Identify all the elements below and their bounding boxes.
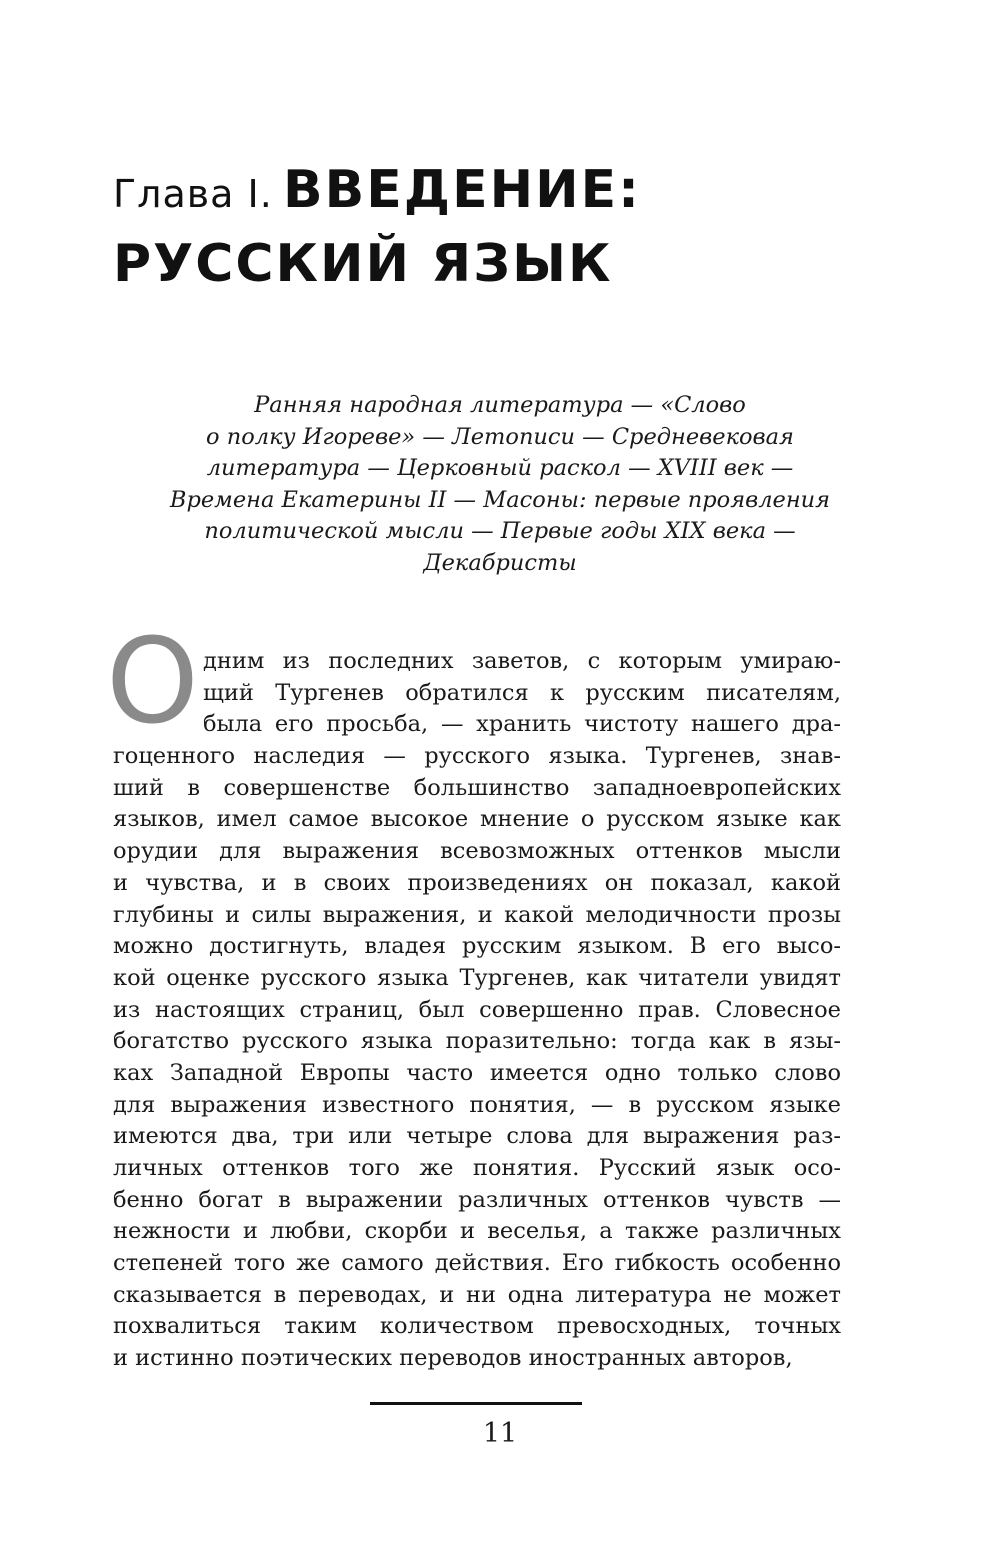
body-line: орудии для выражения всевозможных оттенков мысли xyxy=(113,838,841,865)
body-line: кой оценке русского языка Тургенев, как читатели увидят xyxy=(113,964,841,991)
epigraph-line: политической мысли — Первые годы XIX века — xyxy=(204,518,796,544)
body-line: из настоящих страниц, был совершенно прав. Словесное xyxy=(113,996,841,1023)
body-line: сказывается в переводах, и ни одна литература не может xyxy=(113,1281,841,1308)
body-line: ках Западной Европы часто имеется одно только слово xyxy=(113,1059,841,1086)
body-line: дним из последних заветов, с которым умираю- xyxy=(203,648,841,674)
chapter-title-line-1: ВВЕДЕНИЕ: xyxy=(282,160,641,220)
body-line: богатство русского языка поразительно: тогда как в язы- xyxy=(113,1028,841,1055)
drop-cap: О xyxy=(106,612,199,750)
footer-rule xyxy=(370,1402,582,1405)
page-number: 11 xyxy=(482,1418,518,1449)
body-line: степеней того же самого действия. Его гибкость особенно xyxy=(113,1250,841,1277)
chapter-label: Глава I. xyxy=(113,172,273,216)
chapter-heading xyxy=(113,160,893,294)
body-line: глубины и силы выражения, и какой мелодичности прозы xyxy=(113,901,841,928)
chapter-title-line-2: РУССКИЙ ЯЗЫК xyxy=(113,234,613,294)
epigraph-line: Декабристы xyxy=(423,549,577,576)
body-line: щий Тургенев обратился к русским писателям, xyxy=(203,679,841,706)
body-line: для выражения известного понятия, — в русском языке xyxy=(113,1091,841,1118)
body-line: гоценного наследия — русского языка. Тургенев, знав- xyxy=(113,743,841,770)
epigraph-line: Времена Екатерины II — Масоны: первые проявления xyxy=(169,486,831,513)
body-line: ший в совершенстве большинство западноевропейских xyxy=(113,774,841,801)
body-line: языков, имел самое высокое мнение о русском языке как xyxy=(113,806,841,833)
body-line: и чувства, и в своих произведениях он показал, какой xyxy=(113,869,841,896)
epigraph-line: Ранняя народная литература — «Слово xyxy=(254,392,746,418)
chapter-heading-line-1 xyxy=(113,160,893,230)
body-line: похвалиться таким количеством превосходных, точных xyxy=(113,1313,841,1340)
body-line: имеются два, три или четыре слова для выражения раз- xyxy=(113,1123,841,1150)
epigraph-line: о полку Игореве» — Летописи — Средневековая xyxy=(206,423,794,450)
epigraph-line: литература — Церковный раскол — XVIII век — xyxy=(206,455,794,481)
body-line: можно достигнуть, владея русским языком. В его высо- xyxy=(113,933,841,960)
body-line: бенно богат в выражении различных оттенков чувств — xyxy=(113,1186,841,1213)
body-line: нежности и любви, скорби и веселья, а также различных xyxy=(113,1218,841,1245)
body-line: и истинно поэтических переводов иностранных авторов, xyxy=(113,1345,793,1372)
body-paragraph xyxy=(113,646,841,1375)
body-line: была его просьба, — хранить чистоту нашего дра- xyxy=(203,711,841,738)
body-line: личных оттенков того же понятия. Русский язык осо- xyxy=(113,1155,841,1181)
chapter-epigraph xyxy=(130,390,870,579)
